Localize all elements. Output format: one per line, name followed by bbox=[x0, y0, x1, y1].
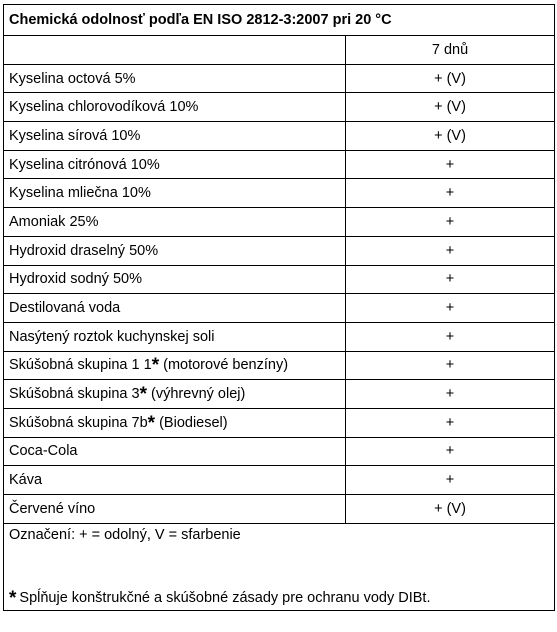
substance-suffix: (výhrevný olej) bbox=[147, 386, 246, 403]
table-title: Chemická odolnosť podľa EN ISO 2812-3:2007 pri 20 °C bbox=[4, 5, 555, 36]
substance-cell bbox=[4, 466, 346, 495]
substance-name: Coca-Cola bbox=[9, 443, 78, 460]
substance-name: Hydroxid draselný 50% bbox=[9, 242, 159, 259]
legend-text: Označení: + = odolný, V = sfarbenie bbox=[9, 526, 241, 543]
table-row bbox=[4, 93, 555, 122]
table-row bbox=[4, 380, 555, 409]
substance-name: Amoniak 25% bbox=[9, 213, 99, 230]
resistance-value: + bbox=[346, 322, 555, 351]
substance-name: Červené víno bbox=[9, 500, 96, 517]
footnote-text: Spĺňuje konštrukčné a skúšobné zásady pre ochranu vody DIBt. bbox=[19, 589, 431, 606]
resistance-value: + bbox=[346, 380, 555, 409]
resistance-value: + (V) bbox=[346, 495, 555, 524]
table-row bbox=[4, 179, 555, 208]
substance-suffix: (motorové benzíny) bbox=[159, 357, 289, 374]
table-row bbox=[4, 495, 555, 524]
resistance-value: + bbox=[346, 294, 555, 323]
substance-cell bbox=[4, 437, 346, 466]
substance-cell bbox=[4, 150, 346, 179]
header-row bbox=[4, 36, 555, 65]
title-row bbox=[4, 5, 555, 36]
substance-cell bbox=[4, 294, 346, 323]
substance-cell bbox=[4, 495, 346, 524]
chemical-resistance-table bbox=[3, 4, 555, 611]
table-row bbox=[4, 322, 555, 351]
table-row bbox=[4, 408, 555, 437]
table-row bbox=[4, 64, 555, 93]
substance-cell bbox=[4, 351, 346, 380]
resistance-value: + bbox=[346, 208, 555, 237]
substance-name: Destilovaná voda bbox=[9, 300, 121, 317]
substance-name: Káva bbox=[9, 472, 43, 489]
table-row bbox=[4, 437, 555, 466]
substance-cell bbox=[4, 208, 346, 237]
substance-name: Nasýtený roztok kuchynskej soli bbox=[9, 328, 215, 345]
substance-cell bbox=[4, 380, 346, 409]
table-row bbox=[4, 265, 555, 294]
asterisk-mark: * bbox=[147, 412, 156, 434]
header-empty-cell bbox=[4, 36, 346, 65]
legend-cell bbox=[4, 523, 555, 610]
substance-name: Skúšobná skupina 1 1 bbox=[9, 357, 152, 374]
resistance-value: + bbox=[346, 351, 555, 380]
resistance-value: + (V) bbox=[346, 64, 555, 93]
substance-cell bbox=[4, 93, 346, 122]
substance-name: Kyselina chlorovodíková 10% bbox=[9, 99, 199, 116]
resistance-value: + (V) bbox=[346, 122, 555, 151]
resistance-value: + bbox=[346, 236, 555, 265]
table-row bbox=[4, 236, 555, 265]
substance-name: Skúšobná skupina 3 bbox=[9, 386, 140, 403]
resistance-value: + bbox=[346, 466, 555, 495]
table-row bbox=[4, 294, 555, 323]
table-row bbox=[4, 466, 555, 495]
table-row bbox=[4, 122, 555, 151]
substance-name: Kyselina sírová 10% bbox=[9, 127, 141, 144]
footnote-asterisk: * bbox=[9, 587, 17, 609]
substance-cell bbox=[4, 64, 346, 93]
substance-cell bbox=[4, 179, 346, 208]
substance-name: Kyselina citrónová 10% bbox=[9, 156, 160, 173]
substance-name: Kyselina mliečna 10% bbox=[9, 185, 151, 202]
resistance-value: + bbox=[346, 408, 555, 437]
resistance-table-container bbox=[3, 4, 554, 611]
table-row bbox=[4, 208, 555, 237]
substance-cell bbox=[4, 122, 346, 151]
resistance-value: + bbox=[346, 437, 555, 466]
footnote bbox=[9, 587, 431, 609]
resistance-value: + bbox=[346, 265, 555, 294]
legend-row bbox=[4, 523, 555, 610]
substance-cell bbox=[4, 408, 346, 437]
table-row bbox=[4, 150, 555, 179]
column-header-7-days: 7 dnů bbox=[346, 36, 555, 65]
substance-cell bbox=[4, 265, 346, 294]
asterisk-mark: * bbox=[151, 355, 160, 377]
asterisk-mark: * bbox=[139, 384, 147, 406]
substance-name: Hydroxid sodný 50% bbox=[9, 271, 142, 288]
substance-cell bbox=[4, 236, 346, 265]
substance-cell bbox=[4, 322, 346, 351]
substance-name: Kyselina octová 5% bbox=[9, 70, 136, 87]
table-row bbox=[4, 351, 555, 380]
substance-name: Skúšobná skupina 7b bbox=[9, 414, 148, 431]
resistance-value: + (V) bbox=[346, 93, 555, 122]
substance-suffix: (Biodiesel) bbox=[155, 414, 228, 431]
resistance-value: + bbox=[346, 179, 555, 208]
resistance-value: + bbox=[346, 150, 555, 179]
